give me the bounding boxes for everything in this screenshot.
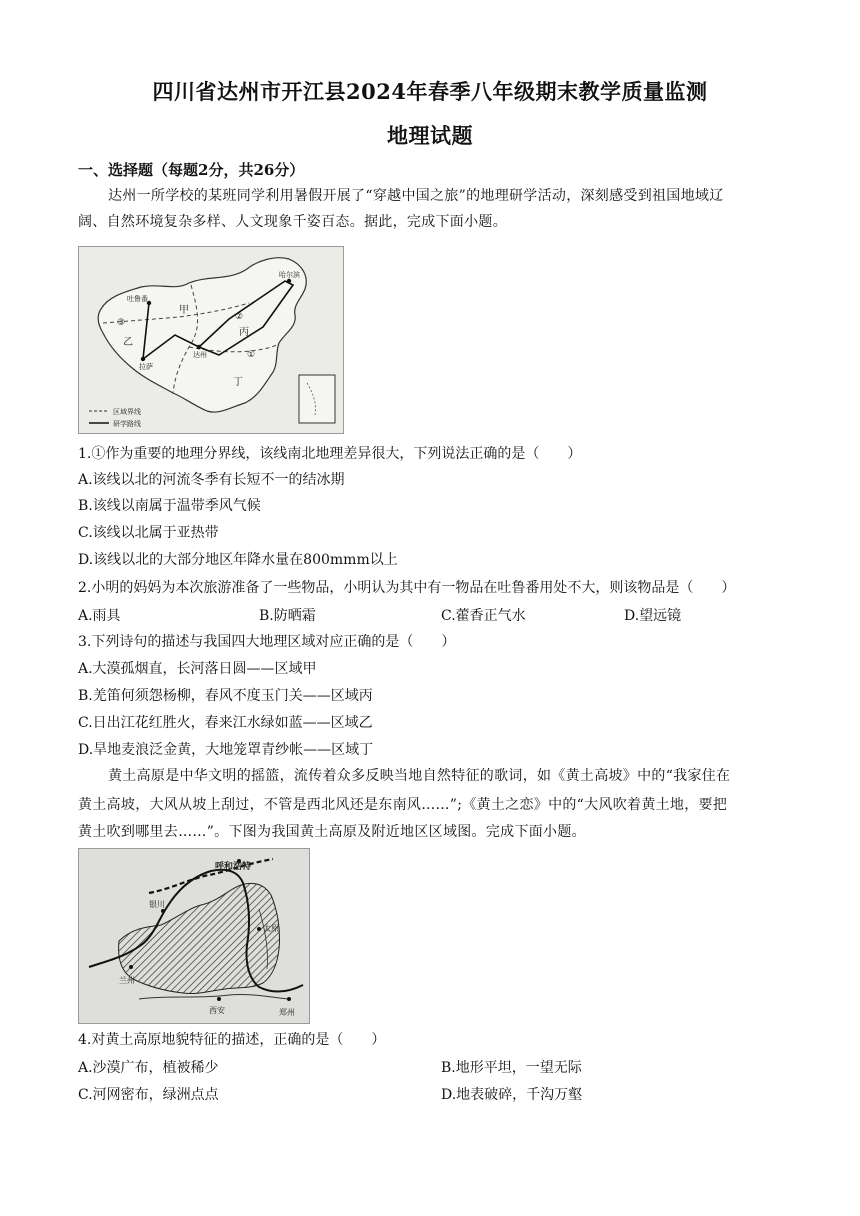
intro1-line2: 阔、自然环境复杂多样、人文现象千姿百态。据此，完成下面小题。 xyxy=(78,214,507,230)
q4-option-b: B.地形平坦，一望无际 xyxy=(441,1060,582,1076)
q2-option-d: D.望远镜 xyxy=(624,608,682,624)
map1-label-ding: 丁 xyxy=(233,377,243,388)
china-route-map xyxy=(78,246,344,434)
q3-stem: 3.下列诗句的描述与我国四大地理区域对应正确的是（ ） xyxy=(78,634,456,650)
map2-label-hohhot: 呼和浩特 xyxy=(215,862,252,872)
map1-label-line1: ① xyxy=(247,350,256,360)
q3-option-d: D.旱地麦浪泛金黄，大地笼罩青纱帐——区域丁 xyxy=(78,742,374,758)
legend-route-label: 研学路线 xyxy=(113,420,141,428)
section-heading: 一、选择题（每题2分，共26分） xyxy=(78,161,305,179)
q4-option-c: C.河网密布，绿洲点点 xyxy=(78,1087,219,1103)
intro2-line2: 黄土高坡，大风从坡上刮过，不管是西北风还是东南风……”;《黄土之恋》中的“大风吹着黄土地，要把 xyxy=(78,797,728,813)
q3-option-b: B.羌笛何须怨杨柳，春风不度玉门关——区域丙 xyxy=(78,688,373,704)
q1-option-c: C.该线以北属于亚热带 xyxy=(78,525,219,541)
page-title: 四川省达州市开江县2024年春季八年级期末教学质量监测 xyxy=(152,79,708,104)
map2-label-lanzhou: 兰州 xyxy=(119,976,135,985)
q1-option-b: B.该线以南属于温带季风气候 xyxy=(78,498,261,514)
map2-label-taiyuan: 太原 xyxy=(263,924,279,933)
china-route-map-figure xyxy=(79,247,343,433)
page-subtitle: 地理试题 xyxy=(387,123,473,148)
q4-option-a: A.沙漠广布，植被稀少 xyxy=(78,1060,219,1076)
q2-stem: 2.小明的妈妈为本次旅游准备了一些物品，小明认为其中有一物品在吐鲁番用处不大，则该物品是（ ） xyxy=(78,580,736,596)
map1-label-dazhou: 达州 xyxy=(193,351,207,359)
q3-option-a: A.大漠孤烟直，长河落日圆——区域甲 xyxy=(78,661,317,677)
map1-label-yi: 乙 xyxy=(123,337,133,348)
loess-plateau-map-figure xyxy=(79,849,309,1023)
q2-option-c: C.藿香正气水 xyxy=(441,608,526,624)
intro1-line1: 达州一所学校的某班同学利用暑假开展了“穿越中国之旅”的地理研学活动，深刻感受到祖国地域辽 xyxy=(108,188,724,204)
map2-label-xian: 西安 xyxy=(209,1006,225,1015)
q4-option-d: D.地表破碎，千沟万壑 xyxy=(441,1087,583,1103)
map1-label-line2: ② xyxy=(235,312,244,322)
map2-label-yinchuan: 银川 xyxy=(149,900,165,909)
q2-option-a: A.雨具 xyxy=(78,608,121,624)
q3-option-c: C.日出江花红胜火，春来江水绿如蓝——区域乙 xyxy=(78,715,373,731)
q1-option-d: D.该线以北的大部分地区年降水量在800mmm以上 xyxy=(78,552,398,568)
map1-label-turpan: 吐鲁番 xyxy=(127,295,148,303)
q4-stem: 4.对黄土高原地貌特征的描述，正确的是（ ） xyxy=(78,1032,386,1048)
map1-label-harbin: 哈尔滨 xyxy=(279,271,300,279)
map1-label-lhasa: 拉萨 xyxy=(139,363,153,371)
intro2-line1: 黄土高原是中华文明的摇篮，流传着众多反映当地自然特征的歌词，如《黄土高坡》中的“我家住在 xyxy=(108,768,731,784)
intro2-line3: 黄土吹到哪里去……”。下图为我国黄土高原及附近地区区域图。完成下面小题。 xyxy=(78,824,586,840)
q2-option-b: B.防晒霜 xyxy=(259,608,316,624)
map1-label-bing: 丙 xyxy=(239,327,249,338)
map1-label-jia: 甲 xyxy=(179,305,189,316)
map2-label-zhengzhou: 郑州 xyxy=(279,1008,295,1017)
loess-plateau-map xyxy=(78,848,310,1024)
legend-boundary-label: 区域界线 xyxy=(113,408,141,416)
q1-stem: 1.①作为重要的地理分界线，该线南北地理差异很大，下列说法正确的是（ ） xyxy=(78,446,582,462)
map1-label-line3: ③ xyxy=(117,318,126,328)
q1-option-a: A.该线以北的河流冬季有长短不一的结冰期 xyxy=(78,472,345,488)
